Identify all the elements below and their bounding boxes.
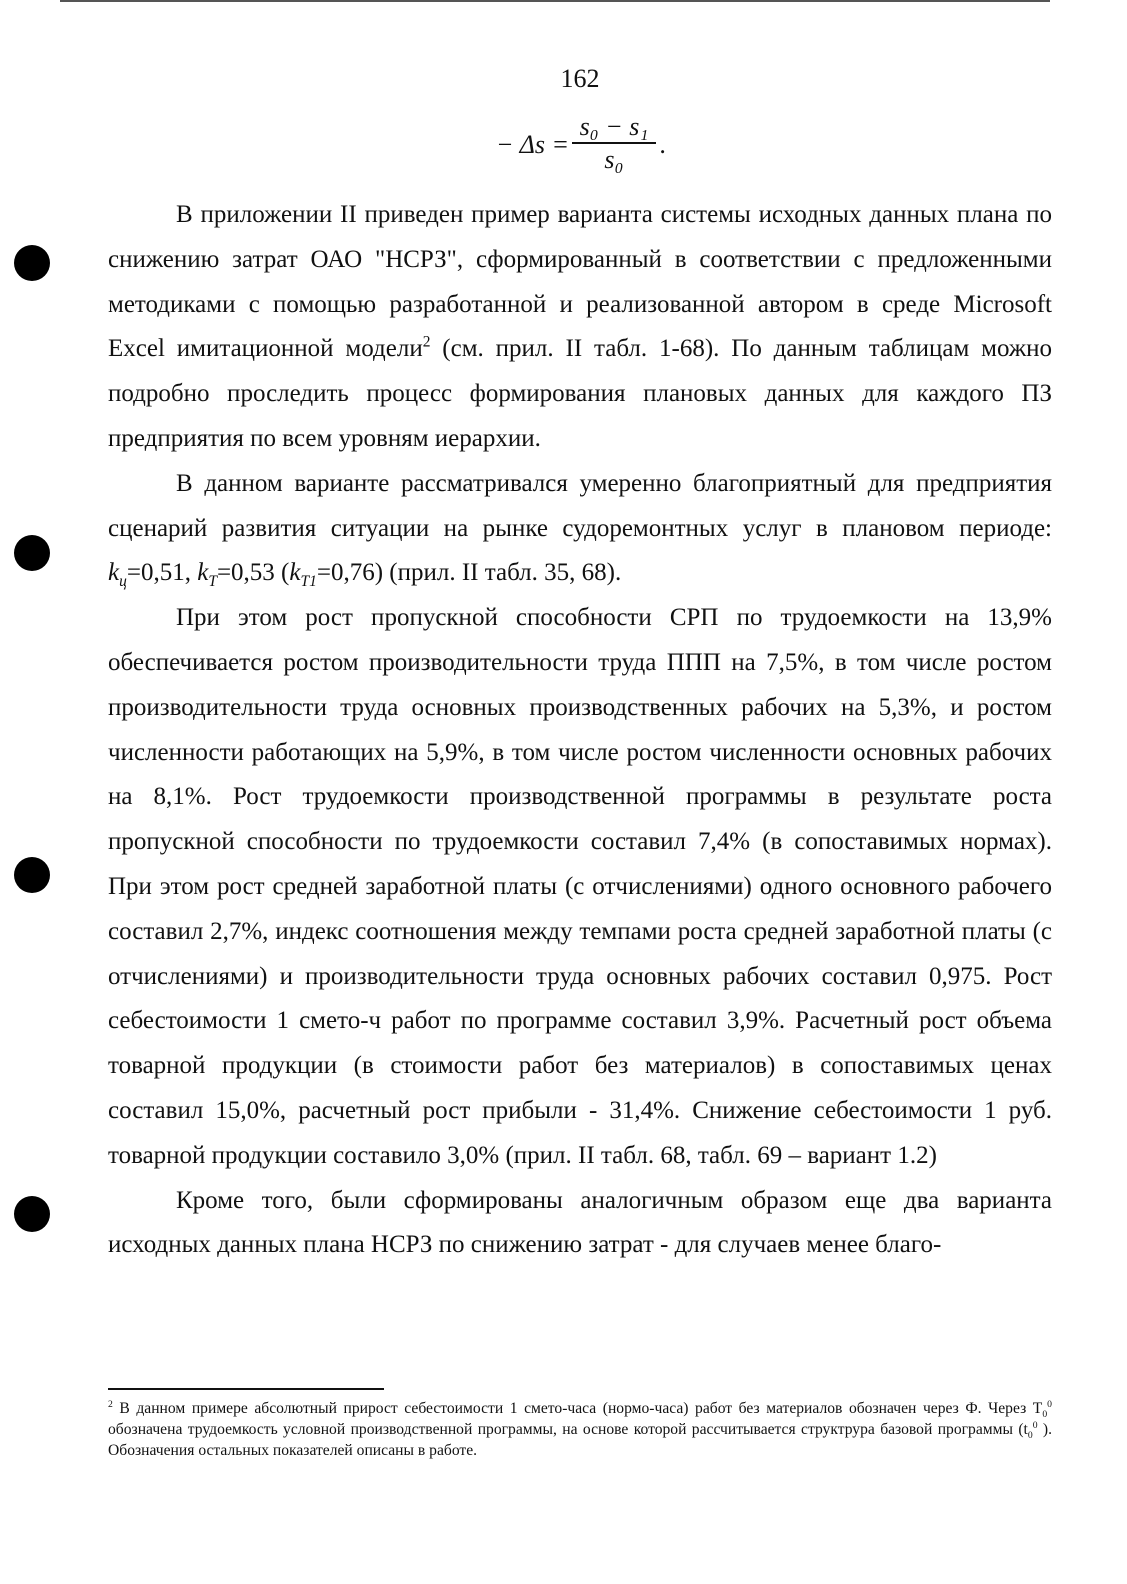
superscript: 0: [1047, 1398, 1052, 1410]
punch-hole: [14, 245, 50, 281]
text-run: В данном варианте рассматривался умеренно благоприятный для предприятия сценарий развития ситуации на рынке судоремонтных услуг в плановом периоде:: [108, 469, 1052, 542]
body-text: [108, 193, 1052, 1268]
var-k: k: [108, 559, 120, 587]
formula-numerator: s₀ − s₁: [579, 112, 649, 141]
punch-hole: [14, 857, 50, 893]
page-number: 162: [560, 64, 600, 93]
formula-denominator: s₀: [604, 145, 624, 174]
var-subscript: ц: [119, 573, 127, 591]
text-run: обозначена трудоемкость условной производственной программы, на основе которой рассчитывается структрура базовой программы (t: [108, 1421, 1028, 1438]
paragraph: [108, 193, 1052, 462]
text-run: (см. прил. II табл. 1-68). По данным таблицам можно подробно проследить процесс формирования плановых данных для каждого ПЗ предприятия по всем уровням иерархии.: [108, 335, 1053, 452]
superscript: 0: [1032, 1419, 1038, 1431]
formula: [496, 112, 676, 182]
var-subscript: T1: [300, 573, 317, 591]
text-run: =0,53 (: [216, 559, 290, 587]
formula-end: .: [660, 130, 667, 159]
punch-hole: [14, 535, 50, 571]
footnote: [108, 1398, 1052, 1461]
formula-lhs: − Δs =: [496, 130, 569, 159]
var-k: k: [197, 559, 209, 587]
subscript: 0: [1027, 1430, 1033, 1442]
paragraph: Кроме того, были сформированы аналогичным образом еще два варианта исходных данных плана НСРЗ по снижению затрат - для случаев менее благо-: [108, 1186, 1052, 1259]
subscript: 0: [1042, 1409, 1048, 1421]
footnote-separator: [108, 1388, 384, 1390]
paragraph: [108, 462, 1052, 596]
var-k: k: [289, 559, 301, 587]
text-run: =0,51,: [126, 559, 198, 587]
punch-hole: [14, 1196, 50, 1232]
text-run: В приложении II приведен пример варианта системы исходных данных плана по снижению затрат ОАО "НСРЗ", сформированный в соответствии с предложенными методиками с помощью разработанной и реализованной автором в среде Microsoft Excel имитационной модели: [108, 201, 1052, 363]
text-run: ). Обозначения остальных показателей описаны в работе.: [108, 1421, 1053, 1459]
text-run: =0,76) (прил. II табл. 35, 68).: [316, 559, 622, 587]
var-subscript: T: [208, 573, 217, 591]
footnote-marker: 2: [108, 1398, 113, 1410]
text-run: В данном примере абсолютный прирост себестоимости 1 смето-часа (нормо-часа) работ без материалов обозначен через Ф. Через Т: [112, 1400, 1043, 1417]
formula-fraction: [570, 112, 658, 176]
footnote-ref: 2: [422, 334, 431, 352]
paragraph: При этом рост пропускной способности СРП по трудоемкости на 13,9% обеспечивается ростом производительности труда ППП на 7,5%, в том числе ростом производительности труда основных производственных рабочих на 5,3%, и ростом численности работающих на 5,9%, в том числе ростом численности основных рабочих на 8,1%. Рост трудоемкости производственной программы в результате роста пропускной способности по трудоемкости составил 7,4% (в сопоставимых нормах). При этом рост средней заработной платы (с отчислениями) одного основного рабочего составил 2,7%, индекс соотношения между темпами роста средней заработной платы (с отчислениями) и производительности труда основных рабочих составил 0,975. Рост себестоимости 1 смето-ч работ по программе составил 3,9%. Расчетный рост объема товарной продукции (в стоимости работ без материалов) в сопоставимых ценах составил 15,0%, расчетный рост прибыли - 31,4%. Снижение себестоимости 1 руб. товарной продукции составило 3,0% (прил. II табл. 68, табл. 69 – вариант 1.2): [108, 604, 1052, 1169]
top-scan-edge: [60, 0, 1050, 2]
